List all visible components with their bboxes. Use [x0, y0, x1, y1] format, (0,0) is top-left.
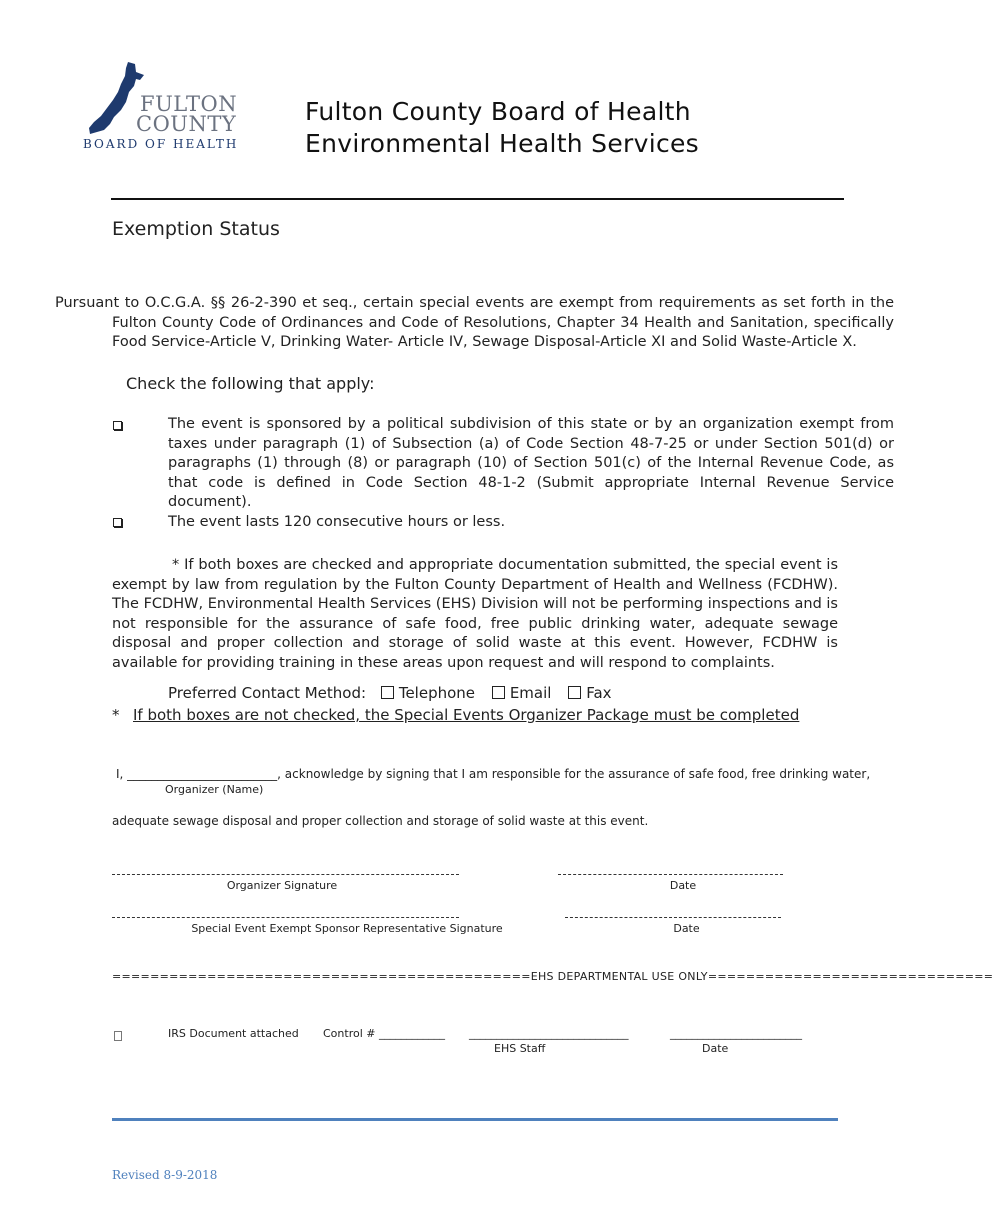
telephone-checkbox[interactable]: [381, 686, 394, 699]
fax-checkbox[interactable]: [568, 686, 581, 699]
option-checkbox-sponsor[interactable]: [113, 421, 122, 430]
email-checkbox[interactable]: [492, 686, 505, 699]
page-title-line1: Fulton County Board of Health: [305, 97, 691, 126]
option-text-sponsor: The event is sponsored by a political subdivision of this state or by an organization exempt from taxes under paragraph (1) of Subsection (a) of Code Section 48-7-25 or under Section 501(d) or paragraphs (1) through (8) or paragraph (10) of Section 501(c) of the Internal Revenue Code, as that code is defined in Code Section 48-1-2 (Submit appropriate Internal Revenue Service document).: [168, 416, 894, 510]
logo-word-fulton: FULTON: [140, 92, 238, 116]
contact-method-label: Preferred Contact Method:: [168, 684, 367, 702]
intro-paragraph: Pursuant to O.C.G.A. §§ 26-2-390 et seq., certain special events are exempt from requirements as set forth in the Fulton County Code of Ordinances and Code of Resolutions, Chapter 34 Health and Sanitation, specifically Food Service-Article V, Drinking Water- Article IV, Sewage Disposal-Article XI and Solid Waste-Article X.: [55, 295, 894, 350]
logo-subtitle: BOARD OF HEALTH: [83, 137, 239, 151]
contact-method-row: [168, 684, 612, 702]
irs-document-label: IRS Document attached: [168, 1027, 299, 1040]
organizer-name-label: Organizer (Name): [165, 783, 264, 796]
ehs-staff-line[interactable]: _____________________________: [469, 1027, 629, 1040]
header-divider: [111, 198, 844, 200]
organizer-date-line[interactable]: [558, 874, 783, 875]
dept-use-banner: ============================================EHS DEPARTMENTAL USE ONLY==============================: [112, 970, 993, 983]
acknowledge-line: I, _________________________, acknowledge by signing that I am responsible for the assurance of safe food, free drinking water,: [116, 767, 871, 781]
section-title: Exemption Status: [112, 218, 280, 240]
control-number-field[interactable]: Control # ____________: [323, 1027, 445, 1040]
ehs-date-line[interactable]: ________________________: [670, 1027, 802, 1040]
acknowledge-line2: adequate sewage disposal and proper collection and storage of solid waste at this event.: [112, 814, 649, 828]
irs-checkbox[interactable]: [114, 1031, 122, 1041]
warning-text: If both boxes are not checked, the Special Events Organizer Package must be completed: [133, 706, 800, 724]
logo: [82, 58, 257, 158]
contact-option-email[interactable]: Email: [492, 684, 552, 702]
warning-star: *: [112, 706, 120, 724]
sponsor-date-label: Date: [673, 922, 700, 935]
contact-option-fax[interactable]: Fax: [568, 684, 611, 702]
footer-divider: [112, 1118, 838, 1121]
logo-word-county: COUNTY: [136, 112, 237, 136]
sponsor-signature-line[interactable]: [112, 917, 459, 918]
check-prompt: Check the following that apply:: [126, 374, 375, 393]
option-checkbox-duration[interactable]: [113, 518, 122, 527]
organizer-signature-label: Organizer Signature: [226, 879, 338, 892]
organizer-signature-line[interactable]: [112, 874, 459, 875]
option-text-duration: The event lasts 120 consecutive hours or less.: [168, 514, 506, 530]
sponsor-signature-label: Special Event Exempt Sponsor Representative Signature: [191, 922, 503, 935]
revised-date: Revised 8-9-2018: [112, 1168, 218, 1182]
sponsor-date-line[interactable]: [565, 917, 781, 918]
ehs-date-label: Date: [702, 1042, 729, 1055]
organizer-date-label: Date: [669, 879, 697, 892]
contact-option-telephone[interactable]: Telephone: [381, 684, 475, 702]
page-title-line2: Environmental Health Services: [305, 129, 700, 158]
note-paragraph: * If both boxes are checked and appropriate documentation submitted, the special event is exempt by law from regulation by the Fulton County Department of Health and Wellness (FCDHW). The FCDHW, Environmental Health Services (EHS) Division will not be performing inspections and is not responsible for the assurance of safe food, free public drinking water, adequate sewage disposal and proper collection and storage of solid waste at this event. However, FCDHW is available for providing training in these areas upon request and will respond to complaints.: [112, 557, 838, 671]
ehs-staff-label: EHS Staff: [494, 1042, 546, 1055]
